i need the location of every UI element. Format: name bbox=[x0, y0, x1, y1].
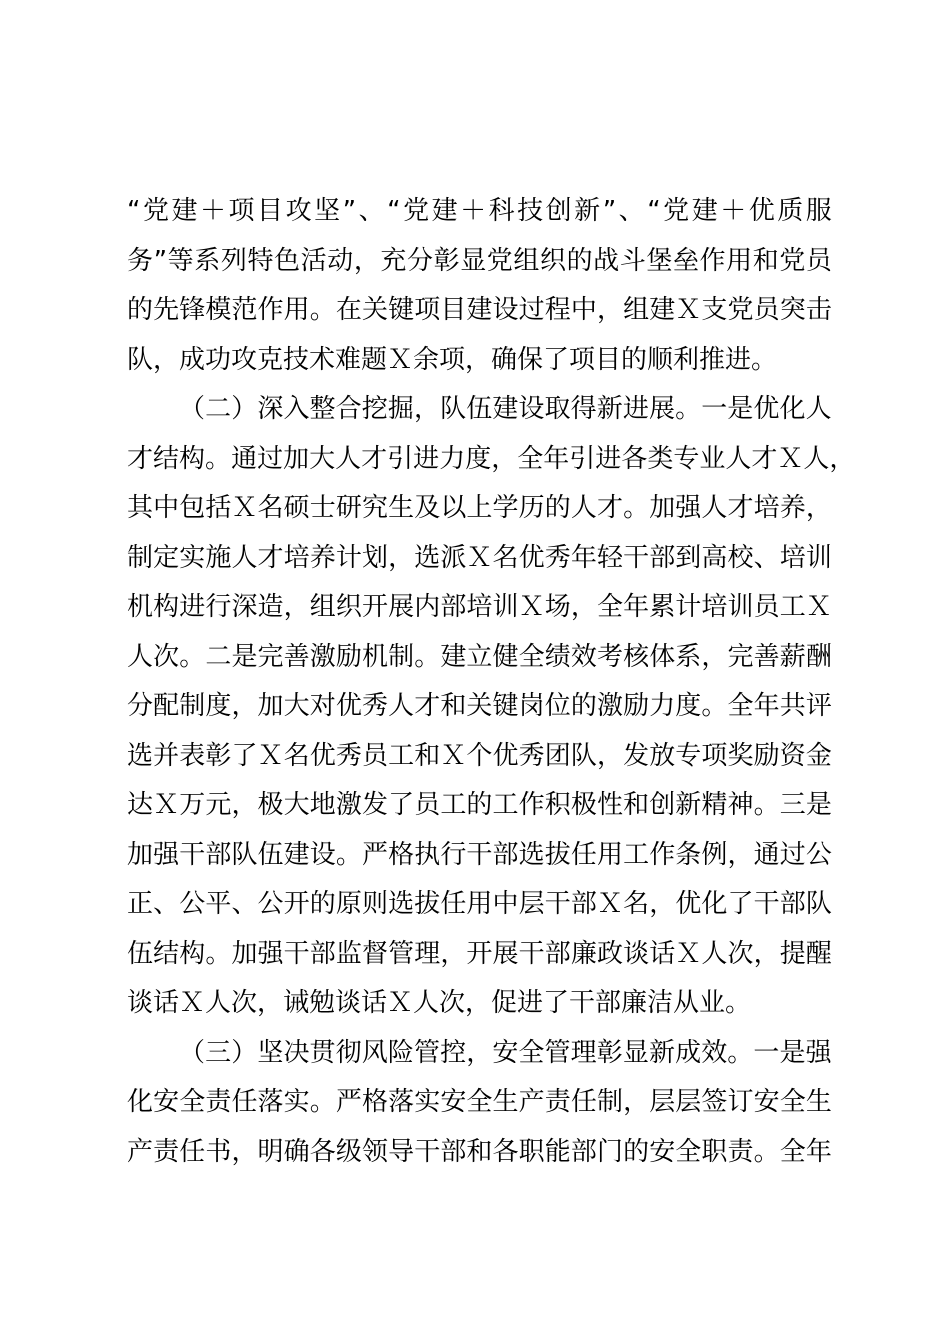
text-line: 选 并 表 彰 了 Ｘ 名 优 秀 员 工 和 Ｘ 个 优 秀 团 队 ， 发 放 专 项 奖 励 资 金 bbox=[127, 740, 832, 771]
text-line: 伍 结 构 。 加 强 干 部 监 督 管 理 ， 开 展 干 部 廉 政 谈 话 Ｘ 人 次 ， 提 醒 bbox=[127, 938, 832, 969]
body-text bbox=[127, 187, 856, 1177]
text-line: 产 责 任 书 ， 明 确 各 级 领 导 干 部 和 各 职 能 部 门 的 安 全 职 责 。 全 年 bbox=[127, 1136, 832, 1167]
text-line: 才 结 构 。 通 过 加 大 人 才 引 进 力 度 ， 全 年 引 进 各 类 专 业 人 才 Ｘ 人 ， bbox=[127, 443, 856, 474]
text-line: 正 、 公 平 、 公 开 的 原 则 选 拔 任 用 中 层 干 部 Ｘ 名 ， 优 化 了 干 部 队 bbox=[127, 889, 832, 919]
text-line: 的 先 锋 模 范 作 用 。 在 关 键 项 目 建 设 过 程 中 ， 组 建 Ｘ 支 党 员 突 击 bbox=[127, 295, 832, 325]
text-line: 机 构 进 行 深 造 ， 组 织 开 展 内 部 培 训 Ｘ 场 ， 全 年 累 计 培 训 员 工 Ｘ bbox=[127, 592, 832, 622]
text-line: 队，成功攻克技术难题Ｘ余项，确保了项目的顺利推进。 bbox=[127, 344, 778, 375]
text-line: 加 强 干 部 队 伍 建 设 。 严 格 执 行 干 部 选 拔 任 用 工 作 条 例 ， 通 过 公 bbox=[127, 839, 832, 870]
text-line: 谈话Ｘ人次，诫勉谈话Ｘ人次，促进了干部廉洁从业。 bbox=[127, 988, 752, 1018]
text-line: 达 Ｘ 万 元 ， 极 大 地 激 发 了 员 工 的 工 作 积 极 性 和 创 新 精 神 。 三 是 bbox=[127, 790, 832, 820]
text-line: 化 安 全 责 任 落 实 。 严 格 落 实 安 全 生 产 责 任 制 ， 层 层 签 订 安 全 生 bbox=[127, 1087, 832, 1117]
text-line: 务 ” 等 系 列 特 色 活 动 ， 充 分 彰 显 党 组 织 的 战 斗 堡 垒 作 用 和 党 员 bbox=[127, 245, 832, 276]
text-line: 分 配 制 度 ， 加 大 对 优 秀 人 才 和 关 键 岗 位 的 激 励 力 度 。 全 年 共 评 bbox=[127, 691, 832, 721]
text-line: 人 次 。 二 是 完 善 激 励 机 制 。 建 立 健 全 绩 效 考 核 体 系 ， 完 善 薪 酬 bbox=[127, 641, 832, 672]
text-line: 制 定 实 施 人 才 培 养 计 划 ， 选 派 Ｘ 名 优 秀 年 轻 干 部 到 高 校 、 培 训 bbox=[127, 542, 832, 573]
text-line: “ 党 建 ＋ 项 目 攻 坚 ” 、 “ 党 建 ＋ 科 技 创 新 ” 、 “ 党 建 ＋ 优 质 服 bbox=[127, 196, 832, 226]
section-heading-line: （ 二 ） 深 入 整 合 挖 掘 ， 队 伍 建 设 取 得 新 进 展 。 一 是 优 化 人 bbox=[179, 394, 832, 424]
text-line: 其 中 包 括 Ｘ 名 硕 士 研 究 生 及 以 上 学 历 的 人 才 。 加 强 人 才 培 养 ， bbox=[127, 493, 832, 523]
section-heading-line: （ 三 ） 坚 决 贯 彻 风 险 管 控 ， 安 全 管 理 彰 显 新 成 效 。 一 是 强 bbox=[179, 1037, 832, 1068]
